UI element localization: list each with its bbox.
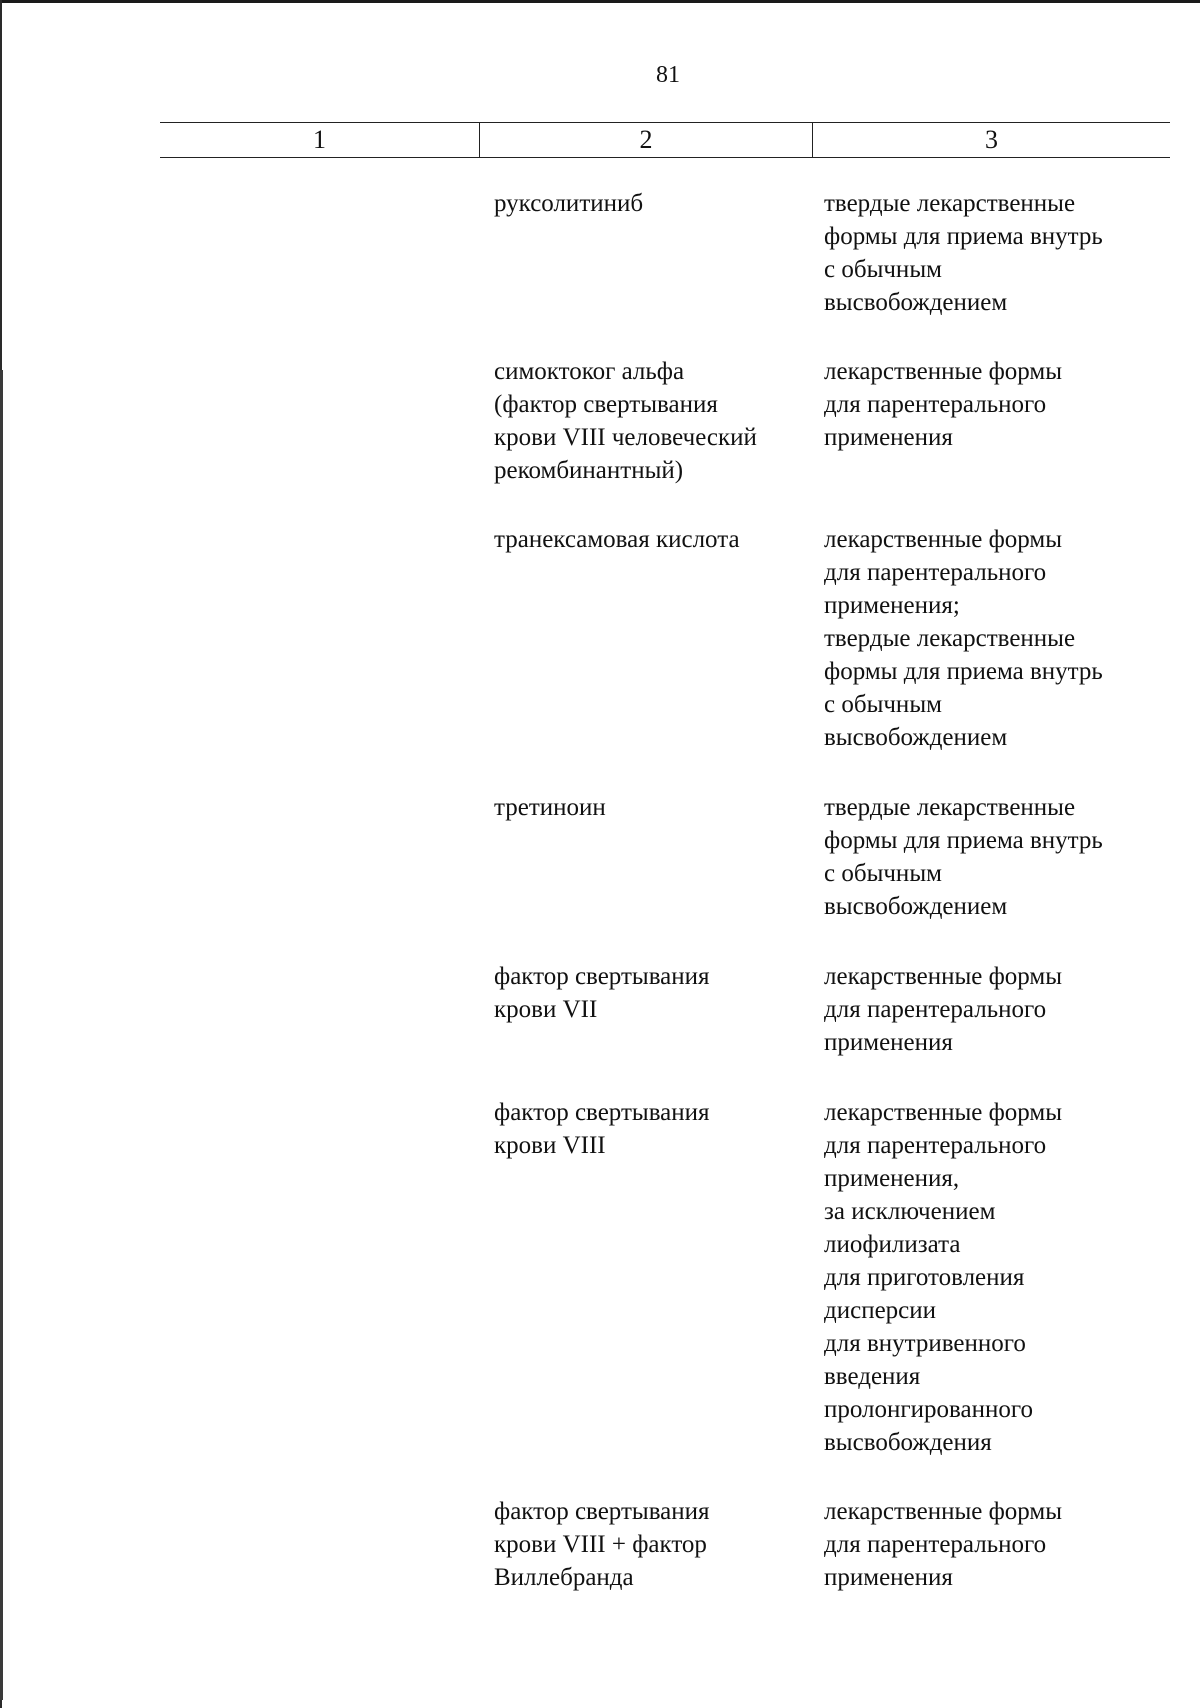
dosage-form: твердые лекарственные формы для приема внутрь с обычным высвобождением [824, 794, 1103, 920]
drug-name: фактор свертывания крови VIII [494, 1099, 710, 1159]
dosage-form: лекарственные формы для парентерального применения [824, 963, 1063, 1056]
table-row [0, 791, 1200, 923]
dosage-form: лекарственные формы для парентерального применения [824, 1498, 1063, 1591]
drug-name: фактор свертывания крови VIII + фактор Виллебранда [494, 1498, 710, 1591]
drug-name: симоктоког альфа (фактор свертывания крови VIII человеческий рекомбинантный) [494, 358, 757, 484]
column-header-3: 3 [985, 125, 998, 154]
table-row [0, 355, 1200, 487]
table-row [0, 960, 1200, 1059]
column-header-1: 1 [160, 123, 480, 157]
dosage-form: лекарственные формы для парентерального применения; твердые лекарственные формы для приема внутрь с обычным высвобождением [824, 526, 1103, 751]
table-row [0, 187, 1200, 319]
table-body [0, 187, 1200, 1594]
dosage-form: лекарственные формы для парентерального применения, за исключением лиофилизата для приготовления дисперсии для внутривенного введения пролонгированного высвобождения [824, 1099, 1063, 1456]
scan-top-border [0, 0, 1200, 3]
table-row [0, 523, 1200, 754]
table-header [160, 122, 1170, 158]
column-header-2: 2 [480, 123, 813, 157]
drug-name: руксолитиниб [494, 190, 644, 217]
table-row [0, 1495, 1200, 1594]
drug-name: третиноин [494, 794, 606, 821]
page-number: 81 [656, 62, 680, 88]
drug-name: фактор свертывания крови VII [494, 963, 710, 1023]
dosage-form: лекарственные формы для парентерального применения [824, 358, 1063, 451]
drug-name: транексамовая кислота [494, 526, 740, 553]
table-row [0, 1096, 1200, 1459]
dosage-form: твердые лекарственные формы для приема внутрь с обычным высвобождением [824, 190, 1103, 316]
